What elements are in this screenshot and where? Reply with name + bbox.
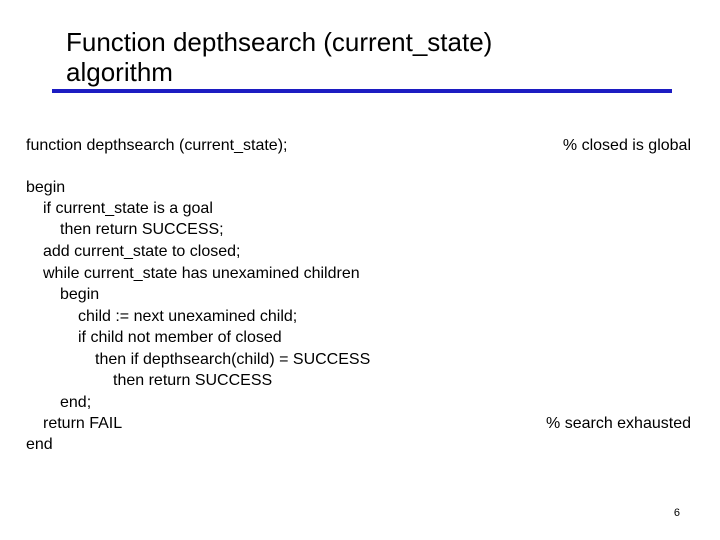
page-number: 6 — [673, 507, 680, 519]
code-line-add-closed: add current_state to closed; — [43, 243, 241, 260]
slide-title — [66, 27, 686, 87]
code-line-inner-begin: begin — [60, 286, 100, 303]
code-line-return-fail: return FAIL — [43, 415, 123, 432]
title-line-2: algorithm — [66, 57, 173, 87]
code-line-begin: begin — [26, 179, 66, 196]
code-line-function: function depthsearch (current_state); — [26, 137, 288, 154]
title-line-1: Function depthsearch (current_state) — [66, 27, 493, 57]
title-underline — [52, 89, 672, 93]
code-line-if-goal: if current_state is a goal — [43, 200, 213, 217]
code-line-next-child: child := next unexamined child; — [78, 308, 298, 325]
code-line-if-not-member: if child not member of closed — [78, 329, 282, 346]
code-line-end-while: end; — [60, 394, 92, 411]
code-line-return-success: then return SUCCESS; — [60, 221, 224, 238]
code-line-recursive-call: then if depthsearch(child) = SUCCESS — [95, 351, 371, 368]
comment-closed-global: % closed is global — [562, 137, 691, 154]
code-line-end: end — [26, 436, 53, 453]
comment-search-exhausted: % search exhausted — [546, 415, 691, 432]
code-line-inner-return: then return SUCCESS — [113, 372, 273, 389]
code-line-while: while current_state has unexamined children — [43, 265, 360, 282]
